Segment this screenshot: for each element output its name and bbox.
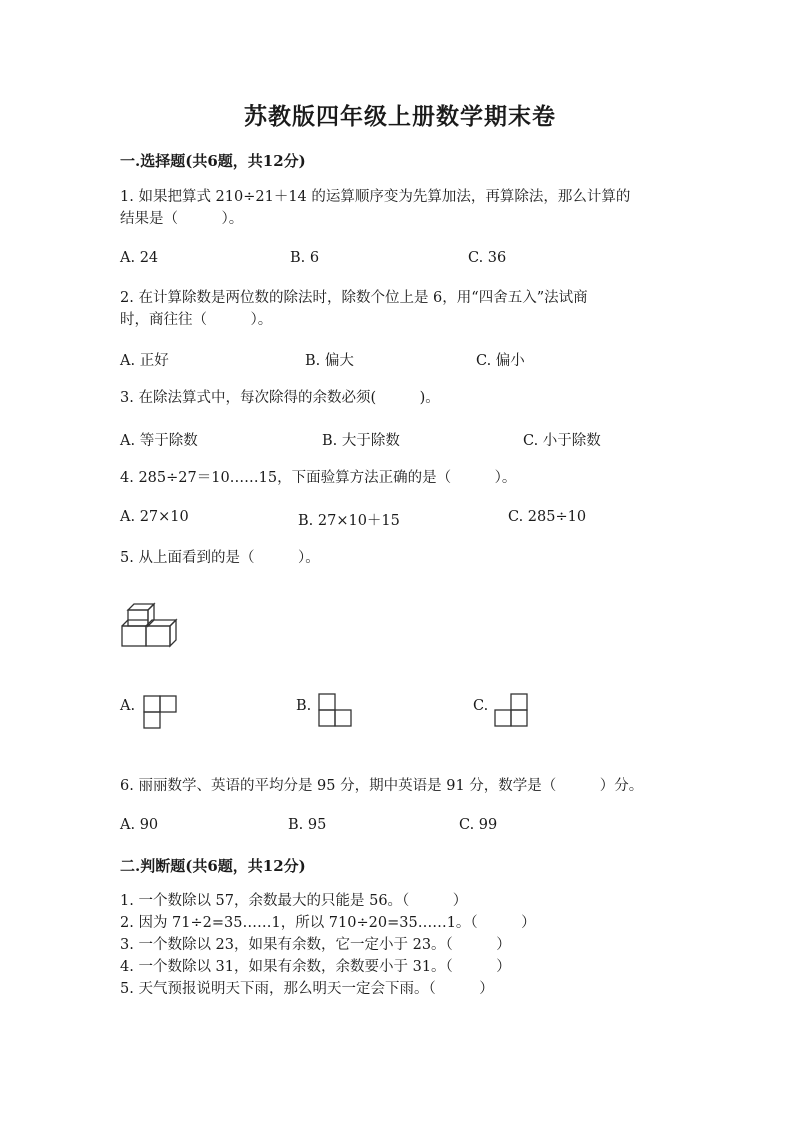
question-1-line1: 1. 如果把算式 210÷21＋14 的运算顺序变为先算加法，再算除法，那么计算的 (120, 189, 631, 205)
cube-stack-figure (120, 600, 182, 650)
question-2 (120, 287, 680, 331)
question-1-line2: 结果是（ ）。 (120, 211, 244, 227)
question-4-option-c: C. 285÷10 (508, 509, 587, 525)
judgement-item-4: 4. 一个数除以 31，如果有余数，余数要小于 31。（ ） (120, 959, 511, 975)
section-heading-choice: 一.选择题(共6题，共12分) (120, 152, 306, 170)
question-2-line1: 2. 在计算除数是两位数的除法时，除数个位上是 6，用“四舍五入”法试商 (120, 290, 588, 306)
question-1-option-a: A. 24 (120, 250, 159, 266)
question-3: 3. 在除法算式中，每次除得的余数必须( )。 (120, 390, 440, 406)
question-1 (120, 186, 680, 230)
option-a-grid-icon (143, 695, 179, 731)
page-title: 苏教版四年级上册数学期末卷 (244, 103, 556, 130)
question-4: 4. 285÷27＝10……15，下面验算方法正确的是（ ）。 (120, 470, 517, 486)
judgement-item-1: 1. 一个数除以 57，余数最大的只能是 56。（ ） (120, 893, 468, 909)
section-heading-judgement: 二.判断题(共6题，共12分) (120, 857, 306, 875)
option-c-grid-icon (494, 693, 530, 729)
question-6-option-c: C. 99 (459, 817, 498, 833)
judgement-item-2: 2. 因为 71÷2=35……1，所以 710÷20=35……1。（ ） (120, 915, 536, 931)
question-5-option-c: C. (473, 698, 489, 714)
question-2-option-b: B. 偏大 (305, 353, 354, 369)
question-5: 5. 从上面看到的是（ ）。 (120, 550, 320, 566)
judgement-item-5: 5. 天气预报说明天下雨，那么明天一定会下雨。（ ） (120, 981, 494, 997)
question-4-option-a: A. 27×10 (120, 509, 189, 525)
question-2-option-a: A. 正好 (120, 353, 169, 369)
question-3-option-b: B. 大于除数 (322, 433, 400, 449)
option-b-grid-icon (318, 693, 354, 729)
question-5-option-a: A. (120, 698, 136, 714)
question-6-option-b: B. 95 (288, 817, 327, 833)
question-1-option-c: C. 36 (468, 250, 507, 266)
question-3-option-c: C. 小于除数 (523, 433, 601, 449)
question-6: 6. 丽丽数学、英语的平均分是 95 分，期中英语是 91 分，数学是（ ）分。 (120, 778, 644, 794)
question-2-option-c: C. 偏小 (476, 353, 525, 369)
judgement-item-3: 3. 一个数除以 23，如果有余数，它一定小于 23。（ ） (120, 937, 511, 953)
question-6-option-a: A. 90 (120, 817, 159, 833)
question-1-option-b: B. 6 (290, 250, 320, 266)
judgement-list (120, 890, 536, 1000)
question-3-option-a: A. 等于除数 (120, 433, 198, 449)
question-4-option-b: B. 27×10＋15 (298, 513, 400, 529)
question-2-line2: 时，商往往（ ）。 (120, 312, 273, 328)
question-5-option-b: B. (296, 698, 312, 714)
